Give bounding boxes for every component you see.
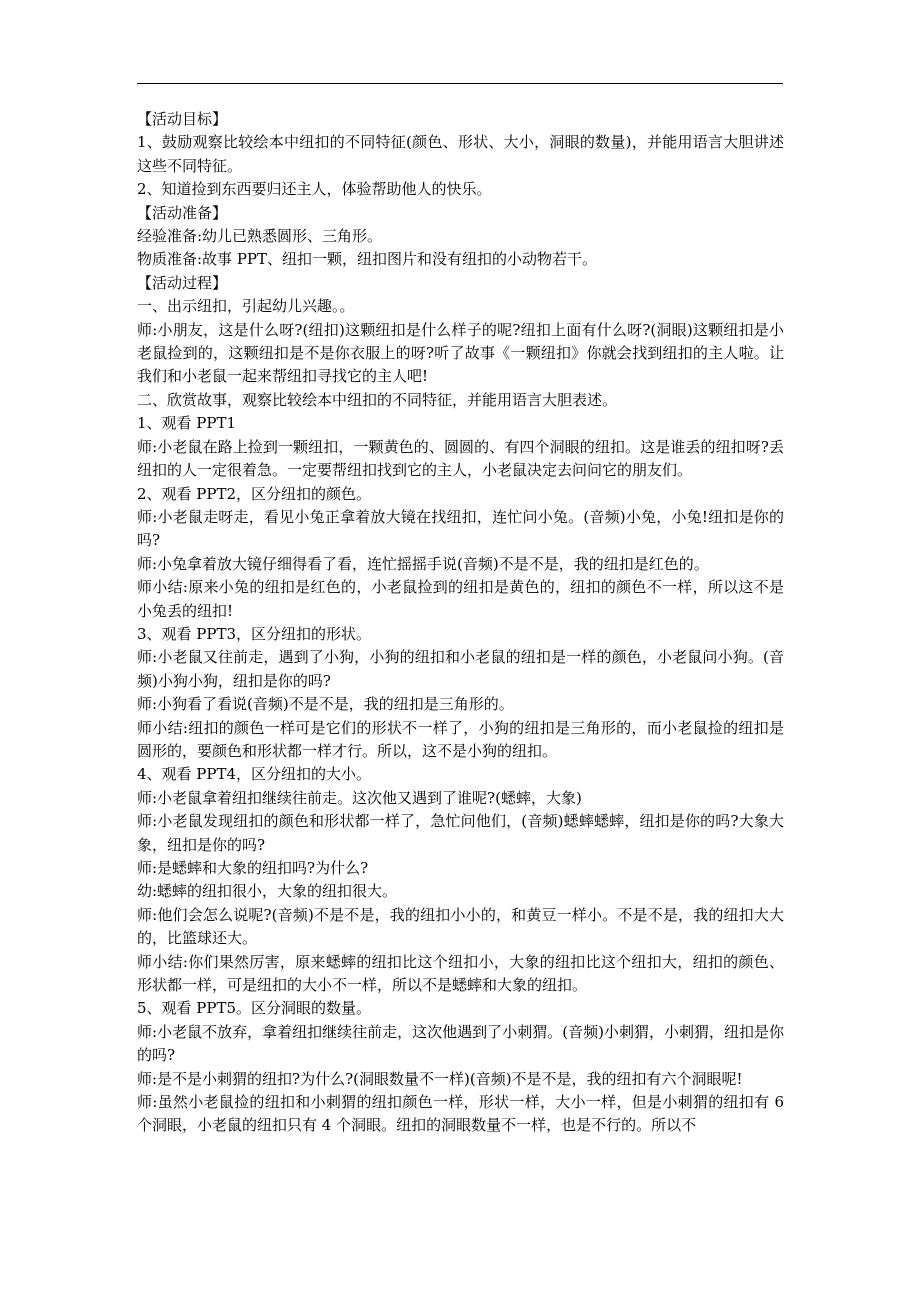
- paragraph: 师:小老鼠拿着纽扣继续往前走。这次他又遇到了谁呢?(蟋蟀，大象): [137, 788, 582, 807]
- paragraph: 3、观看 PPT3，区分纽扣的形状。: [137, 624, 372, 643]
- paragraph: 师:小老鼠不放弃，拿着纽扣继续往前走，这次他遇到了小刺猬。(音频)小刺猬，小刺猬，纽扣是你的吗?: [137, 1022, 784, 1065]
- paragraph: 4、观看 PPT4，区分纽扣的大小。: [137, 765, 372, 784]
- paragraph: 经验准备:幼儿已熟悉圆形、三角形。: [137, 227, 383, 246]
- paragraph: 5、观看 PPT5。区分洞眼的数量。: [137, 999, 372, 1018]
- section-heading-process: 【活动过程】: [137, 273, 228, 292]
- paragraph: 物质准备:故事 PPT、纽扣一颗，纽扣图片和没有纽扣的小动物若干。: [137, 250, 598, 269]
- paragraph: 师:小朋友，这是什么呀?(纽扣)这颗纽扣是什么样子的呢?纽扣上面有什么呀?(洞眼)这颗纽扣是小老鼠捡到的，这颗纽扣是不是你衣服上的呀?听了故事《一颗纽扣》你就会找到纽扣的主人啦。让我们和小老鼠一起来帮纽扣寻找它的主人吧!: [137, 320, 784, 386]
- paragraph: 1、鼓励观察比较绘本中纽扣的不同特征(颜色、形状、大小，洞眼的数量)，并能用语言大胆讲述这些不同特征。: [137, 133, 784, 175]
- header-rule: [137, 83, 783, 84]
- paragraph: 师:小兔拿着放大镜仔细得看了看，连忙摇摇手说(音频)不是不是，我的纽扣是红色的。: [137, 554, 709, 573]
- document-body: [137, 108, 784, 1138]
- paragraph: 师:是不是小刺猬的纽扣?为什么?(洞眼数量不一样)(音频)不是不是，我的纽扣有六个洞眼呢!: [137, 1069, 743, 1088]
- paragraph: 2、知道捡到东西要归还主人，体验帮助他人的快乐。: [137, 180, 492, 199]
- paragraph: 师小结:你们果然厉害，原来蟋蟀的纽扣比这个纽扣小，大象的纽扣比这个纽扣大，纽扣的颜色、形状都一样，可是纽扣的大小不一样，所以不是蟋蟀和大象的纽扣。: [137, 952, 784, 995]
- paragraph: 师:小老鼠发现纽扣的颜色和形状都一样了，急忙问他们，(音频)蟋蟀蟋蟀，纽扣是你的吗?大象大象，纽扣是你的吗?: [137, 812, 784, 854]
- paragraph: 一、出示纽扣，引起幼儿兴趣。。: [137, 297, 355, 316]
- paragraph: 师:小狗看了看说(音频)不是不是，我的纽扣是三角形的。: [137, 695, 514, 714]
- paragraph: 师小结:纽扣的颜色一样可是它们的形状不一样了，小狗的纽扣是三角形的，而小老鼠捡的纽扣是圆形的，要颜色和形状都一样才行。所以，这不是小狗的纽扣。: [137, 718, 784, 760]
- paragraph: 师:小老鼠走呀走，看见小兔正拿着放大镜在找纽扣，连忙问小兔。(音频)小兔，小兔!纽扣是你的吗?: [137, 507, 784, 550]
- section-heading-goals: 【活动目标】: [137, 110, 228, 128]
- paragraph: 师:小老鼠在路上捡到一颗纽扣，一颗黄色的、圆圆的、有四个洞眼的纽扣。这是谁丢的纽扣呀?丢纽扣的人一定很着急。一定要帮纽扣找到它的主人，小老鼠决定去问问它的朋友们。: [137, 437, 784, 480]
- section-heading-preparation: 【活动准备】: [137, 203, 228, 222]
- paragraph: 师:他们会怎么说呢?(音频)不是不是，我的纽扣小小的，和黄豆一样小。不是不是，我的纽扣大大的，比篮球还大。: [137, 905, 784, 948]
- paragraph: 1、观看 PPT1: [137, 414, 237, 433]
- paragraph: 二、欣赏故事，观察比较绘本中纽扣的不同特征，并能用语言大胆表述。: [137, 390, 618, 409]
- paragraph: 幼:蟋蟀的纽扣很小，大象的纽扣很大。: [137, 882, 398, 901]
- paragraph: 师:虽然小老鼠捡的纽扣和小刺猬的纽扣颜色一样，形状一样，大小一样，但是小刺猬的纽扣有 6 个洞眼，小老鼠的纽扣只有 4 个洞眼。纽扣的洞眼数量不一样，也是不行的。所以不: [137, 1093, 784, 1135]
- paragraph: 师:小老鼠又往前走，遇到了小狗，小狗的纽扣和小老鼠的纽扣是一样的颜色，小老鼠问小狗。(音频)小狗小狗，纽扣是你的吗?: [137, 648, 784, 690]
- paragraph: 师:是蟋蟀和大象的纽扣吗?为什么?: [137, 859, 369, 877]
- paragraph: 师小结:原来小兔的纽扣是红色的，小老鼠捡到的纽扣是黄色的，纽扣的颜色不一样，所以这不是小兔丢的纽扣!: [137, 578, 784, 620]
- paragraph: 2、观看 PPT2，区分纽扣的颜色。: [137, 484, 372, 503]
